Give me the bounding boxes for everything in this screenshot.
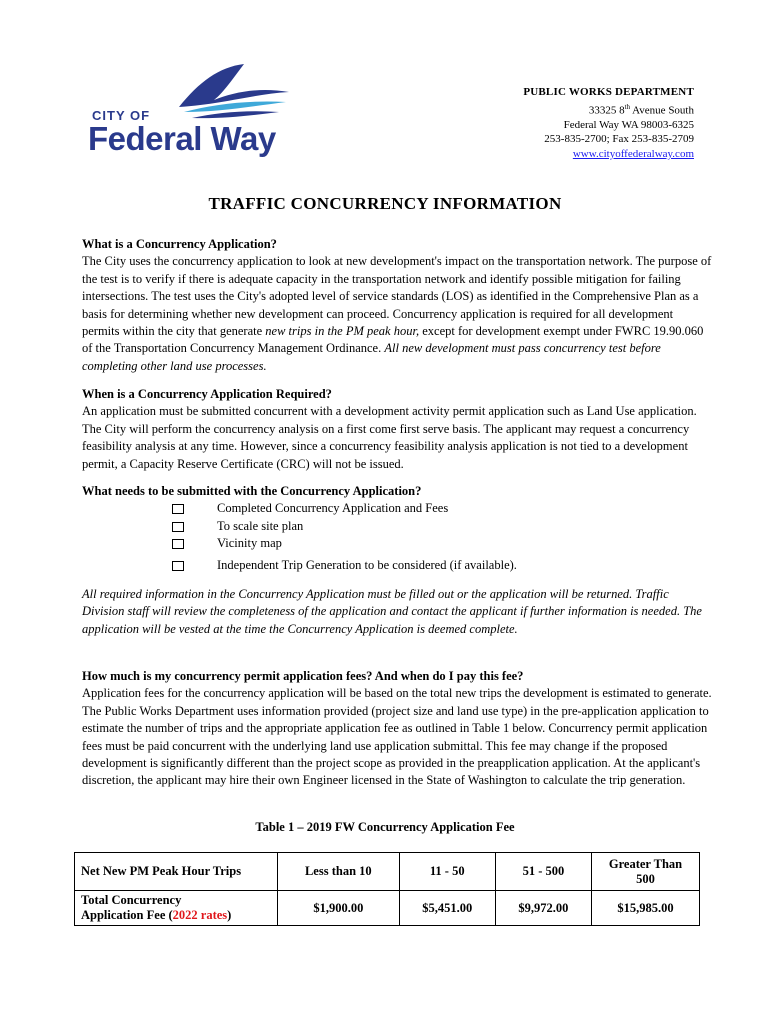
note-completeness: All required information in the Concurrency Application must be filled out or the application will be returned. Traffic Division staff will review the completeness of the application and contact the applicant if further information is needed. The application will be vested at the time the Concurrency Application is deemed complete.: [82, 587, 702, 636]
department-phone: 253-835-2700; Fax 253-835-2709: [544, 133, 694, 146]
table-header-cell: Net New PM Peak Hour Trips: [75, 853, 278, 891]
checkbox-icon: [172, 504, 184, 514]
heading-what-is: What is a Concurrency Application?: [82, 237, 277, 251]
section-when-required: [82, 386, 712, 473]
table-header-cell: Greater Than 500: [592, 853, 700, 891]
table-cell: $15,985.00: [592, 891, 700, 926]
table-header-row: [75, 853, 700, 891]
checkbox-icon: [172, 561, 184, 571]
list-item: Independent Trip Generation to be considered (if available).: [82, 557, 712, 574]
list-item: Vicinity map: [82, 535, 712, 552]
department-name: PUBLIC WORKS DEPARTMENT: [523, 86, 694, 98]
department-address-1: 33325 8th Avenue South: [588, 102, 694, 117]
table-header-cell: 51 - 500: [495, 853, 591, 891]
logo-federal-way: Federal Way: [88, 120, 276, 157]
fee-table: [74, 852, 700, 926]
department-contact: [523, 85, 694, 161]
table-row: [75, 891, 700, 926]
list-item: Completed Concurrency Application and Fees: [82, 500, 712, 517]
checkbox-icon: [172, 522, 184, 532]
page-title: TRAFFIC CONCURRENCY INFORMATION: [208, 194, 562, 213]
table-cell: $9,972.00: [495, 891, 591, 926]
table-cell: $1,900.00: [278, 891, 400, 926]
logo-city-of: CITY OF: [92, 108, 151, 123]
requirements-list: [82, 500, 712, 574]
department-website-link[interactable]: www.cityoffederalway.com: [572, 147, 694, 160]
body-fees: Application fees for the concurrency application will be based on the total new trips the development is estimated to generate. The Public Works Department uses information provided (project size and land use type) in the pre-application application to estimate the number of trips and the appropriate application fee as outlined in Table 1 below. Concurrency permit application fees must be paid concurrent with the underlying land use application submittal. This fee may change if the proposed development is significantly different than the project scope as provided in the preapplication application. At the applicant's discretion, the applicant may hire their own Engineer licensed in the State of Washington to calculate the trip generation.: [82, 686, 712, 788]
section-what-needs: [82, 483, 712, 638]
heading-when-required: When is a Concurrency Application Required?: [82, 387, 332, 401]
table-header-cell: 11 - 50: [399, 853, 495, 891]
checkbox-icon: [172, 539, 184, 549]
section-fees: [82, 668, 712, 790]
city-logo: [84, 62, 334, 162]
body-what-is: The City uses the concurrency application to look at new development's impact on the transportation network. The purpose of the test is to verify if there is adequate capacity in the transportation network and identify possible mitigation for failing intersections. The test uses the City's adopted level of service standards (LOS) as identified in the Comprehensive Plan as a basis for determining whether new development can proceed. Concurrency application is required for all development permits within the city that generate new trips in the PM peak hour, except for development exempt under FWRC 19.90.060 of the Transportation Concurrency Management Ordinance. All new development must pass concurrency test before completing other land use processes.: [82, 254, 712, 373]
heading-fees: How much is my concurrency permit application fees? And when do I pay this fee?: [82, 669, 524, 683]
list-item: To scale site plan: [82, 518, 712, 535]
section-what-is: [82, 236, 712, 375]
table-caption: Table 1 – 2019 FW Concurrency Application Fee: [255, 820, 515, 834]
body-when-required: An application must be submitted concurrent with a development activity permit application such as Land Use application. The City will perform the concurrency analysis on a first come first serve basis. The applicant may request a concurrency feasibility analysis at any time. However, since a concurrency feasibility analysis application is not tied to a development permit, a Capacity Reserve Certificate (CRC) will not be issued.: [82, 404, 697, 471]
table-header-cell: Less than 10: [278, 853, 400, 891]
table-row-label: Total Concurrency Application Fee (2022 rates): [75, 891, 278, 926]
table-cell: $5,451.00: [399, 891, 495, 926]
department-address-2: Federal Way WA 98003-6325: [563, 118, 694, 131]
heading-what-needs: What needs to be submitted with the Concurrency Application?: [82, 484, 422, 498]
